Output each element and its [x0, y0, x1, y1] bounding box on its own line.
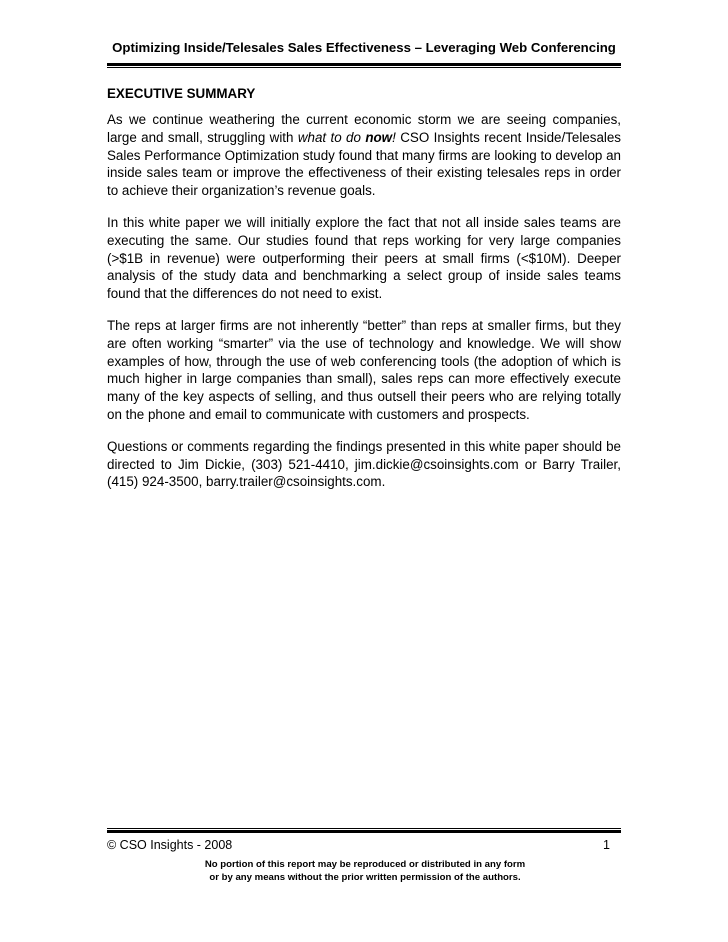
paragraph-intro-rest: CSO Insights recent Inside/Telesales Sales Performance Optimization study found that many firms are looking to develop an inside sales team or improve the effectiveness of their existing telesales reps in order to achieve their organization’s revenue goals.	[107, 129, 622, 199]
paragraph-intro-strong-emphasis: now	[365, 129, 393, 145]
paragraph-intro	[107, 111, 621, 200]
page-number: 1	[603, 838, 610, 852]
running-header: Optimizing Inside/Telesales Sales Effectiveness – Leveraging Web Conferencing	[112, 40, 616, 55]
paragraph-intro-text: As we continue weathering the current economic storm we are seeing companies, large and small, struggling with	[107, 112, 621, 145]
document-body	[107, 85, 621, 505]
paragraph-intro-emphasis: what to do	[297, 129, 366, 145]
paragraph-reps: The reps at larger firms are not inherently “better” than reps at smaller firms, but they are often working “smarter” via the use of technology and knowledge. We will show examples of how, through the use of web conferencing tools (the adoption of which is much higher in large companies than small), sales reps can more effectively execute many of the key aspects of selling, and thus outsell their peers who are relying totally on the phone and email to communicate with customers and prospects.	[107, 317, 621, 422]
disclaimer-line-1: No portion of this report may be reproduced or distributed in any form	[204, 859, 526, 870]
disclaimer-line-2: or by any means without the prior written permission of the authors.	[209, 871, 521, 883]
paragraph-intro-exclamation: !	[392, 129, 396, 145]
paragraph-findings: In this white paper we will initially explore the fact that not all inside sales teams are executing the same. Our studies found that reps working for very large companies (>$1B in revenue) were outperforming their peers at small firms (<$10M). Deeper analysis of the study data and benchmarking a select group of inside sales teams found that the differences do not need to exist.	[107, 214, 621, 302]
footer-copyright: © CSO Insights - 2008	[107, 838, 233, 852]
section-heading: EXECUTIVE SUMMARY	[107, 86, 256, 101]
paragraph-contacts: Questions or comments regarding the findings presented in this white paper should be directed to Jim Dickie, (303) 521-4410, jim.dickie@csoinsights.com or Barry Trailer, (415) 924-3500, barry.trailer@csoinsights.com.	[107, 438, 621, 490]
header-rule	[107, 63, 621, 66]
footer-rule-secondary	[107, 828, 621, 829]
header-rule-secondary	[107, 67, 621, 68]
footer-rule	[107, 830, 621, 833]
footer-disclaimer	[180, 859, 550, 884]
